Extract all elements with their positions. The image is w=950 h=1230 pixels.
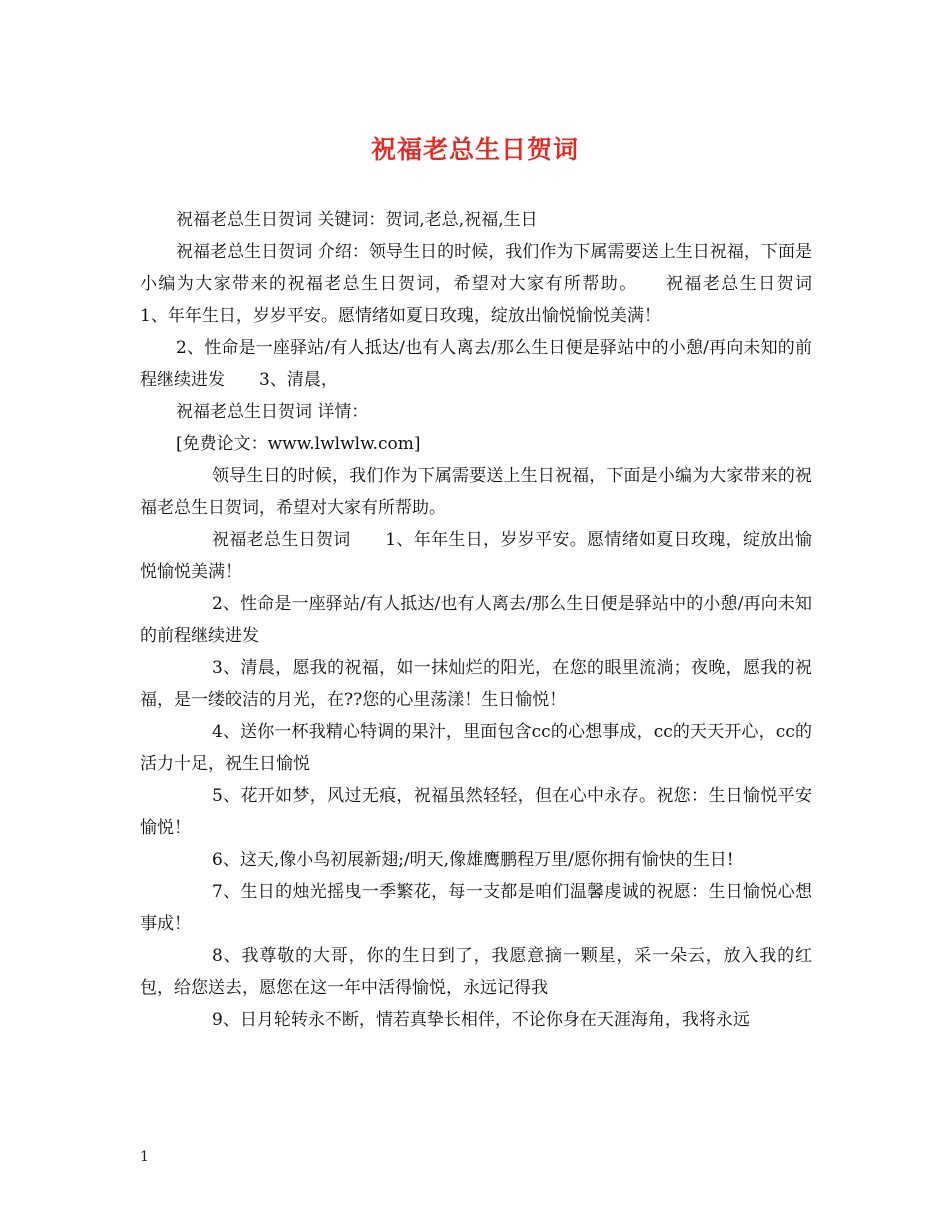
body-paragraph: 6、这天,像小鸟初展新翅;/明天,像雄鹰鹏程万里/愿你拥有愉快的生日! xyxy=(212,850,734,870)
document-title: 祝福老总生日贺词 xyxy=(370,135,579,164)
body-paragraph: 祝福老总生日贺词 1、年年生日，岁岁平安。愿情绪如夏日玫瑰，绽放出愉悦愉悦美满！ xyxy=(140,530,812,582)
intro-continued-paragraph: 2、性命是一座驿站/有人抵达/也有人离去/那么生日便是驿站中的小憩/再向未知的前程继续进发 3、清晨， xyxy=(140,338,812,390)
intro-paragraph: 祝福老总生日贺词 介绍：领导生日的时候，我们作为下属需要送上生日祝福，下面是小编为大家带来的祝福老总生日贺词，希望对大家有所帮助。 祝福老总生日贺词 1、年年生日，岁岁平安。愿情绪如夏日玫瑰，绽放出愉悦愉悦美满！ xyxy=(140,242,846,326)
body-paragraph: 4、送你一杯我精心特调的果汁，里面包含cc的心想事成，cc的天天开心，cc的活力十足，祝生日愉悦 xyxy=(140,722,812,774)
body-paragraph: 2、性命是一座驿站/有人抵达/也有人离去/那么生日便是驿站中的小憩/再向未知的前程继续进发 xyxy=(140,594,812,646)
body-paragraph: 7、生日的烛光摇曳一季繁花，每一支都是咱们温馨虔诚的祝愿：生日愉悦心想事成！ xyxy=(140,882,812,934)
body-paragraph: 3、清晨，愿我的祝福，如一抹灿烂的阳光，在您的眼里流淌；夜晚，愿我的祝福，是一缕皎洁的月光，在??您的心里荡漾！生日愉悦！ xyxy=(140,658,812,710)
source-link-text: [免费论文：www.lwlwlw.com] xyxy=(176,434,421,454)
page-number: 1 xyxy=(140,1149,149,1165)
body-paragraph: 8、我尊敬的大哥，你的生日到了，我愿意摘一颗星，采一朵云，放入我的红包，给您送去，愿您在这一年中活得愉悦，永远记得我 xyxy=(140,946,812,998)
details-heading: 祝福老总生日贺词 详情： xyxy=(176,402,369,422)
document-body xyxy=(140,204,846,1036)
body-paragraph: 9、日月轮转永不断，情若真挚长相伴，不论你身在天涯海角，我将永远 xyxy=(212,1010,750,1030)
body-paragraph: 领导生日的时候，我们作为下属需要送上生日祝福，下面是小编为大家带来的祝福老总生日贺词，希望对大家有所帮助。 xyxy=(140,466,812,518)
body-paragraph: 5、花开如梦，风过无痕，祝福虽然轻轻，但在心中永存。祝您：生日愉悦平安愉悦！ xyxy=(140,786,812,838)
keywords-paragraph: 祝福老总生日贺词 关键词：贺词,老总,祝福,生日 xyxy=(176,210,538,230)
